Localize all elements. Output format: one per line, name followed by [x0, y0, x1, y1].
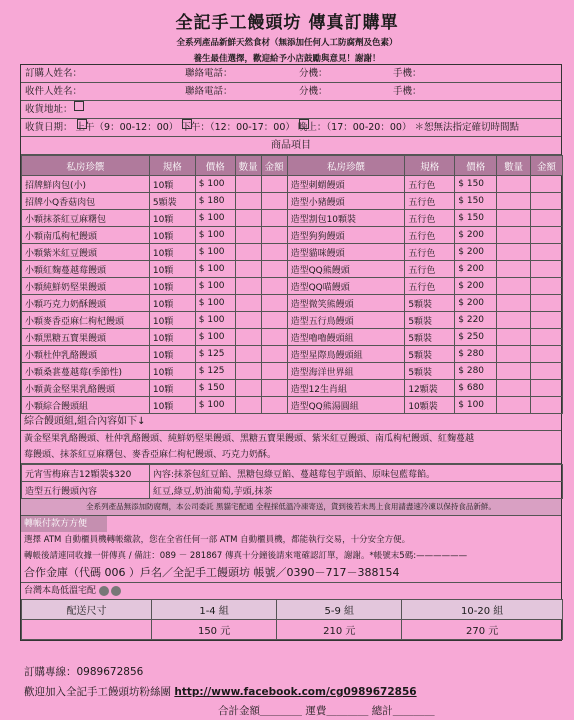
product-price: $ 100 — [195, 278, 235, 295]
amount-cell[interactable] — [531, 244, 563, 261]
receiver-name-label: 收件人姓名： — [25, 86, 83, 97]
price-1: 150 元 — [152, 620, 277, 640]
amount-cell[interactable] — [261, 278, 287, 295]
quantity-cell[interactable] — [235, 295, 261, 312]
amount-cell[interactable] — [261, 397, 287, 414]
receiver-row — [21, 83, 561, 101]
amount-cell[interactable] — [261, 176, 287, 193]
amount-cell[interactable] — [531, 193, 563, 210]
product-price: $ 200 — [455, 227, 497, 244]
quantity-cell[interactable] — [235, 176, 261, 193]
amount-cell[interactable] — [531, 329, 563, 346]
amount-cell[interactable] — [261, 295, 287, 312]
product-spec: 五行色 — [405, 193, 455, 210]
quantity-cell[interactable] — [497, 193, 531, 210]
product-name: 小顆巧克力奶酥饅頭 — [22, 295, 150, 312]
tier-2: 5-9 組 — [277, 600, 402, 620]
product-spec: 5顆裝 — [405, 363, 455, 380]
payment-line1: 選擇 ATM 自動櫃員機轉帳繳款，您在全省任何一部 ATM 自動櫃員機，都能執行交易，十分安全方便。 — [24, 535, 411, 545]
amount-cell[interactable] — [261, 210, 287, 227]
product-price: $ 100 — [195, 329, 235, 346]
tier-1: 1-4 組 — [152, 600, 277, 620]
product-spec: 10顆 — [149, 227, 195, 244]
product-spec: 五行色 — [405, 261, 455, 278]
quantity-cell[interactable] — [497, 312, 531, 329]
combo-title: 綜合饅頭組,組合內容如下↓ — [21, 414, 561, 431]
wuxing-label: 造型五行饅頭內容 — [22, 482, 150, 499]
product-price: $ 280 — [455, 363, 497, 380]
product-name: 小顆純鮮奶堅果饅頭 — [22, 278, 150, 295]
receiver-mobile-label: 手機： — [393, 86, 422, 97]
quantity-cell[interactable] — [235, 261, 261, 278]
product-name: 小顆南瓜枸杞饅頭 — [22, 227, 150, 244]
product-price: $ 180 — [195, 193, 235, 210]
product-spec: 5顆裝 — [405, 329, 455, 346]
product-name: 造型12生肖組 — [287, 380, 405, 397]
bank-account: 合作金庫（代碼 006 ）戶名／全記手工饅頭坊 帳號／0390－717－388154 — [21, 564, 561, 583]
combo-desc-line2: 莓饅頭、抹茶紅豆麻糬包、麥香亞麻仁枸杞饅頭、巧克力奶酥。 — [21, 447, 561, 464]
product-price: $ 100 — [195, 397, 235, 414]
product-price: $ 280 — [455, 346, 497, 363]
product-name: 造型海洋世界組 — [287, 363, 405, 380]
product-name: 造型QQ熊饅頭 — [287, 261, 405, 278]
quantity-cell[interactable] — [497, 295, 531, 312]
product-price: $ 125 — [195, 346, 235, 363]
delivery-date-row — [21, 119, 561, 137]
amount-cell[interactable] — [531, 176, 563, 193]
product-spec: 五行色 — [405, 176, 455, 193]
product-spec: 10顆 — [149, 261, 195, 278]
product-price: $ 250 — [455, 329, 497, 346]
yuanxiao-desc: 內容:抹茶包紅豆餡、黑糖包綠豆餡、蔓越莓包芋頭餡、原味包藍莓餡。 — [150, 465, 563, 482]
morning-slot-label: 上午（9：00-12：00） — [75, 122, 179, 133]
payment-line2: 轉帳後請連同收據一併傳真 / 備註：089 － 281867 傳真十分鐘後請來電確認訂單，謝謝。*帳號末5碼:—————— — [24, 551, 468, 561]
refrigerated-logo — [111, 586, 121, 596]
fanpage-label: 歡迎加入全記手工饅頭坊粉絲團 — [24, 686, 171, 698]
quantity-cell[interactable] — [497, 261, 531, 278]
black-cat-logo — [99, 586, 109, 596]
product-price: $ 100 — [455, 397, 497, 414]
product-name: 造型微笑熊饅頭 — [287, 295, 405, 312]
tier-3: 10-20 組 — [402, 600, 563, 620]
product-price: $ 200 — [455, 244, 497, 261]
product-name: 造型星際鳥饅頭組 — [287, 346, 405, 363]
product-spec: 5顆裝 — [405, 295, 455, 312]
total-label: 合計金額 — [218, 705, 260, 717]
product-row — [22, 380, 563, 397]
quantity-cell[interactable] — [235, 363, 261, 380]
product-price: $ 150 — [455, 193, 497, 210]
quantity-cell[interactable] — [497, 210, 531, 227]
product-row — [22, 295, 563, 312]
amount-cell[interactable] — [261, 244, 287, 261]
combo-desc-line1: 黃金堅果乳酪饅頭、杜仲乳酪饅頭、純鮮奶堅果饅頭、黑糖五寶果饅頭、紫米紅豆饅頭、南瓜枸杞饅頭、紅麴蔓越 — [24, 434, 475, 444]
product-row — [22, 397, 563, 414]
product-column-header: 私房珍饌 — [287, 156, 405, 176]
product-spec: 5顆裝 — [149, 193, 195, 210]
orderer-mobile-label: 手機： — [393, 68, 422, 79]
quantity-cell[interactable] — [235, 397, 261, 414]
product-price: $ 100 — [195, 261, 235, 278]
amount-cell[interactable] — [531, 397, 563, 414]
product-column-header: 價格 — [455, 156, 497, 176]
shipping-fee-table — [21, 599, 563, 640]
orderer-row — [21, 65, 561, 83]
product-price: $ 150 — [195, 380, 235, 397]
product-column-header: 規格 — [405, 156, 455, 176]
payment-title: 轉帳付款方方便 — [21, 516, 107, 532]
product-row — [22, 176, 563, 193]
order-form-frame — [20, 64, 562, 641]
morning-checkbox[interactable] — [77, 119, 87, 129]
product-spec: 10顆 — [149, 278, 195, 295]
shipping-label: 台灣本島低溫宅配 — [24, 586, 97, 596]
product-name: 造型貓咪饅頭 — [287, 244, 405, 261]
special-items-table — [21, 464, 563, 499]
product-row — [22, 193, 563, 210]
product-column-header: 數量 — [235, 156, 261, 176]
amount-cell[interactable] — [531, 380, 563, 397]
address-row — [21, 101, 561, 119]
receiver-phone-label: 聯絡電話： — [185, 86, 233, 97]
product-spec: 五行色 — [405, 244, 455, 261]
product-price: $ 125 — [195, 363, 235, 380]
product-price: $ 100 — [195, 210, 235, 227]
amount-cell[interactable] — [531, 278, 563, 295]
postcode-box-3[interactable] — [74, 101, 84, 111]
quantity-cell[interactable] — [497, 244, 531, 261]
quantity-cell[interactable] — [497, 176, 531, 193]
product-spec: 10顆 — [149, 312, 195, 329]
product-name: 小顆黃金堅果乳酪饅頭 — [22, 380, 150, 397]
product-name: 造型QQ喵饅頭 — [287, 278, 405, 295]
product-row — [22, 227, 563, 244]
wuxing-desc: 紅豆,綠豆,奶油葡萄,芋頭,抹茶 — [150, 482, 563, 499]
product-price: $ 100 — [195, 244, 235, 261]
product-name: 造型割包10顆裝 — [287, 210, 405, 227]
orderer-name-label: 訂購人姓名： — [25, 68, 83, 79]
product-table — [21, 155, 563, 414]
product-name: 小顆紫米紅豆饅頭 — [22, 244, 150, 261]
cold-chain-notice: 全系列產品無添加防腐劑，本公司委託 黑貓宅配通 全程採低溫冷凍寄送，貨到後若未馬上食用請盡速冷凍以保持食品新鮮。 — [21, 499, 561, 516]
product-name: 小顆麥香亞麻仁枸杞饅頭 — [22, 312, 150, 329]
amount-cell[interactable] — [261, 227, 287, 244]
product-row — [22, 261, 563, 278]
order-hotline: 訂購專線：0989672856 — [24, 666, 144, 678]
product-name: 小顆抹茶紅豆麻糬包 — [22, 210, 150, 227]
product-name: 小顆杜仲乳酪饅頭 — [22, 346, 150, 363]
shipping-label-row — [21, 583, 561, 599]
shipping-blank[interactable]: ＿＿＿＿ — [326, 705, 369, 717]
sum-label: 總計 — [371, 705, 393, 717]
quantity-cell[interactable] — [235, 193, 261, 210]
amount-cell[interactable] — [531, 227, 563, 244]
product-spec: 10顆 — [149, 295, 195, 312]
product-row — [22, 363, 563, 380]
quantity-cell[interactable] — [235, 346, 261, 363]
product-column-header: 數量 — [497, 156, 531, 176]
evening-checkbox[interactable] — [299, 119, 309, 129]
amount-cell[interactable] — [261, 193, 287, 210]
quantity-cell[interactable] — [497, 380, 531, 397]
product-row — [22, 346, 563, 363]
amount-cell[interactable] — [261, 346, 287, 363]
totals-row — [218, 703, 435, 718]
product-name: 造型嚕嚕饅頭組 — [287, 329, 405, 346]
product-name: 招牌鮮肉包(小) — [22, 176, 150, 193]
product-spec: 五行色 — [405, 227, 455, 244]
product-price: $ 150 — [455, 176, 497, 193]
afternoon-slot-label: 下午：（12：00-17：00） — [181, 122, 295, 133]
amount-cell[interactable] — [531, 261, 563, 278]
amount-cell[interactable] — [531, 312, 563, 329]
amount-cell[interactable] — [261, 261, 287, 278]
product-spec: 10顆 — [149, 380, 195, 397]
product-column-header: 價格 — [195, 156, 235, 176]
product-price: $ 100 — [195, 176, 235, 193]
product-spec: 10顆 — [149, 244, 195, 261]
products-section-title: 商品項目 — [21, 137, 561, 155]
receiver-ext-label: 分機： — [299, 86, 328, 97]
quantity-cell[interactable] — [235, 329, 261, 346]
delivery-date-label: 收貨日期： — [25, 122, 73, 133]
product-column-header: 金額 — [261, 156, 287, 176]
product-name: 造型小豬饅頭 — [287, 193, 405, 210]
quantity-cell[interactable] — [497, 397, 531, 414]
product-price: $ 680 — [455, 380, 497, 397]
product-name: 造型刺蝟饅頭 — [287, 176, 405, 193]
product-price: $ 200 — [455, 278, 497, 295]
product-spec: 10顆 — [149, 329, 195, 346]
amount-cell[interactable] — [531, 295, 563, 312]
address-label: 收貨地址： — [25, 104, 73, 115]
product-name: 小顆紅麴蔓越莓饅頭 — [22, 261, 150, 278]
form-subtitle: 全系列產品新鮮天然食材（無添加任何人工防腐劑及色素） — [176, 38, 398, 48]
delivery-time-note: ＊恕無法指定確切時間點 — [414, 122, 519, 133]
orderer-ext-label: 分機： — [299, 68, 328, 79]
amount-cell[interactable] — [261, 312, 287, 329]
sum-blank[interactable]: ＿＿＿＿ — [392, 705, 435, 717]
quantity-cell[interactable] — [497, 278, 531, 295]
shipping-size-header: 配送尺寸 — [22, 600, 152, 620]
product-price: $ 200 — [455, 261, 497, 278]
afternoon-checkbox[interactable] — [182, 119, 192, 129]
product-column-header: 金額 — [531, 156, 563, 176]
quantity-cell[interactable] — [235, 278, 261, 295]
price-header-blank — [22, 620, 152, 640]
product-price: $ 100 — [195, 227, 235, 244]
quantity-cell[interactable] — [497, 329, 531, 346]
product-spec: 12顆裝 — [405, 380, 455, 397]
product-name: 招牌小Q香菇肉包 — [22, 193, 150, 210]
product-spec: 五行色 — [405, 278, 455, 295]
product-row — [22, 278, 563, 295]
fanpage-link[interactable]: http://www.facebook.com/cg0989672856 — [174, 686, 417, 698]
orderer-phone-label: 聯絡電話： — [185, 68, 233, 79]
product-row — [22, 244, 563, 261]
amount-cell[interactable] — [261, 380, 287, 397]
product-name: 造型五行鳥饅頭 — [287, 312, 405, 329]
product-spec: 10顆 — [149, 210, 195, 227]
product-row — [22, 329, 563, 346]
product-spec: 五行色 — [405, 210, 455, 227]
product-spec: 10顆 — [149, 346, 195, 363]
product-price: $ 150 — [455, 210, 497, 227]
product-spec: 10顆裝 — [405, 397, 455, 414]
evening-slot-label: 晚上：（17：00-20：00） — [297, 122, 412, 133]
product-name: 小顆桑葚蔓越莓(季節性) — [22, 363, 150, 380]
form-slogan: 養生最佳選擇，歡迎給予小店鼓勵與意見！謝謝！ — [193, 54, 381, 64]
amount-cell[interactable] — [531, 210, 563, 227]
product-price: $ 220 — [455, 312, 497, 329]
product-price: $ 100 — [195, 295, 235, 312]
amount-cell[interactable] — [531, 363, 563, 380]
quantity-cell[interactable] — [235, 227, 261, 244]
price-3: 270 元 — [402, 620, 563, 640]
product-price: $ 100 — [195, 312, 235, 329]
quantity-cell[interactable] — [235, 210, 261, 227]
quantity-cell[interactable] — [497, 346, 531, 363]
product-name: 小顆黑糖五寶果饅頭 — [22, 329, 150, 346]
price-2: 210 元 — [277, 620, 402, 640]
yuanxiao-label: 元宵雪梅麻吉12顆裝$320 — [22, 465, 150, 482]
amount-cell[interactable] — [531, 346, 563, 363]
product-name: 造型QQ熊湯圓組 — [287, 397, 405, 414]
quantity-cell[interactable] — [497, 363, 531, 380]
product-row — [22, 210, 563, 227]
product-column-header: 私房珍饌 — [22, 156, 150, 176]
quantity-cell[interactable] — [235, 244, 261, 261]
amount-cell[interactable] — [261, 329, 287, 346]
quantity-cell[interactable] — [497, 227, 531, 244]
product-spec: 5顆裝 — [405, 346, 455, 363]
product-price: $ 200 — [455, 295, 497, 312]
product-spec: 10顆 — [149, 397, 195, 414]
quantity-cell[interactable] — [235, 312, 261, 329]
product-spec: 10顆 — [149, 363, 195, 380]
product-spec: 5顆裝 — [405, 312, 455, 329]
product-column-header: 規格 — [149, 156, 195, 176]
amount-cell[interactable] — [261, 363, 287, 380]
fanpage-row — [24, 684, 417, 699]
product-spec: 10顆 — [149, 176, 195, 193]
product-name: 造型狗狗饅頭 — [287, 227, 405, 244]
total-blank[interactable]: ＿＿＿＿ — [260, 705, 302, 717]
form-title: 全記手工饅頭坊 傳真訂購單 — [175, 13, 399, 33]
product-row — [22, 312, 563, 329]
product-name: 小顆綜合饅頭組 — [22, 397, 150, 414]
shipping-fee-label: 運費 — [305, 705, 327, 717]
quantity-cell[interactable] — [235, 380, 261, 397]
